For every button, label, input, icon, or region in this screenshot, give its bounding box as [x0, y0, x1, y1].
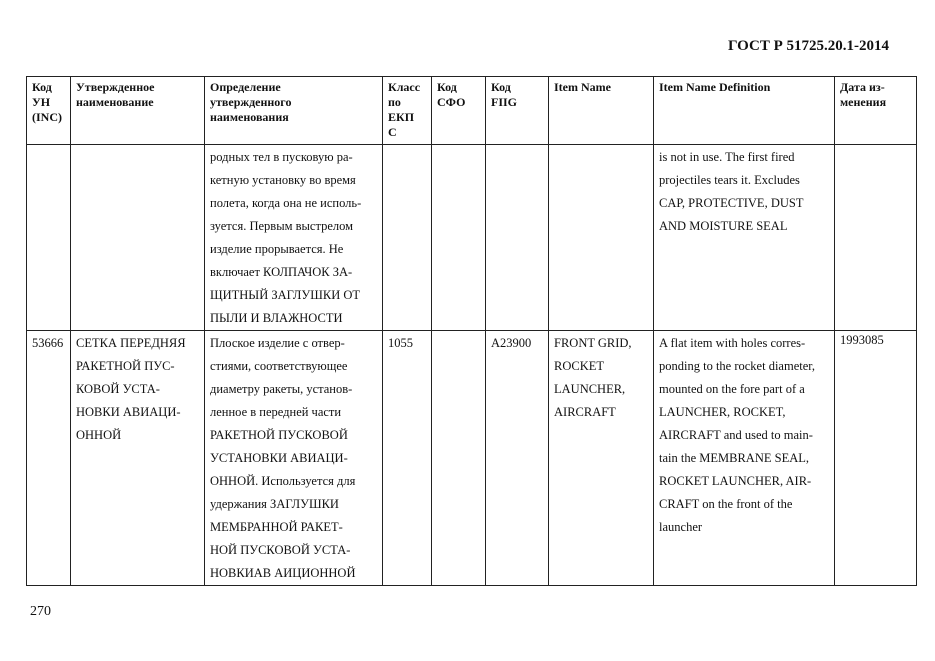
header-item-name-definition: Item Name Definition [654, 77, 835, 145]
cell-class [383, 145, 432, 331]
cell-approved-name [71, 145, 205, 331]
header-approved-name: Утвержденное наименование [71, 77, 205, 145]
standard-code: ГОСТ Р 51725.20.1-2014 [727, 38, 889, 54]
page-number: 270 [30, 604, 51, 619]
cell-change-date [835, 145, 917, 331]
cell-inc [27, 145, 71, 331]
cell-fiig [486, 145, 549, 331]
cell-definition-ru: родных тел в пусковую ра- кетную установку во время полета, когда она не исполь- зуется. Первым выстрелом изделие прорывается. Не включает КОЛПАЧОК ЗА- ЩИТНЫЙ ЗАГЛУШКИ ОТ ПЫЛИ И ВЛАЖНОСТИ [205, 145, 383, 331]
cell-item-name: FRONT GRID, ROCKET LAUNCHER, AIRCRAFT [549, 331, 654, 586]
header-inc: Код УН (INC) [27, 77, 71, 145]
cell-definition-ru: Плоское изделие с отвер- стиями, соответствующее диаметру ракеты, установ- ленное в передней части РАКЕТНОЙ ПУСКОВОЙ УСТАНОВКИ АВИАЦИ- ОННОЙ. Используется для удержания ЗАГЛУШКИ МЕМБРАННОЙ РАКЕТ- НОЙ ПУСКОВОЙ УСТА- НОВКИАВ АИЦИОННОЙ [205, 331, 383, 586]
catalog-table [26, 76, 917, 586]
table-row [27, 331, 917, 586]
header-item-name: Item Name [549, 77, 654, 145]
table-row [27, 145, 917, 331]
cell-change-date: 1993085 [835, 331, 917, 586]
cell-item-name-definition: is not in use. The first fired projectiles tears it. Excludes CAP, PROTECTIVE, DUST AND MOISTURE SEAL [654, 145, 835, 331]
cell-sfo [432, 145, 486, 331]
cell-sfo [432, 331, 486, 586]
cell-inc: 53666 [27, 331, 71, 586]
header-definition-ru: Определение утвержденного наименования [205, 77, 383, 145]
cell-item-name-definition: A flat item with holes corres- ponding to the rocket diameter, mounted on the fore part of a LAUNCHER, ROCKET, AIRCRAFT and used to main- tain the MEMBRANE SEAL, ROCKET LAUNCHER, AIR- CRAFT on the front of the launcher [654, 331, 835, 586]
cell-approved-name: СЕТКА ПЕРЕДНЯЯ РАКЕТНОЙ ПУС- КОВОЙ УСТА- НОВКИ АВИАЦИ- ОННОЙ [71, 331, 205, 586]
cell-fiig: A23900 [486, 331, 549, 586]
header-sfo: Код СФО [432, 77, 486, 145]
header-class: Класс по ЕКП С [383, 77, 432, 145]
table-header-row [27, 77, 917, 145]
header-change-date: Дата из- менения [835, 77, 917, 145]
header-fiig: Код FIIG [486, 77, 549, 145]
cell-class: 1055 [383, 331, 432, 586]
cell-item-name [549, 145, 654, 331]
